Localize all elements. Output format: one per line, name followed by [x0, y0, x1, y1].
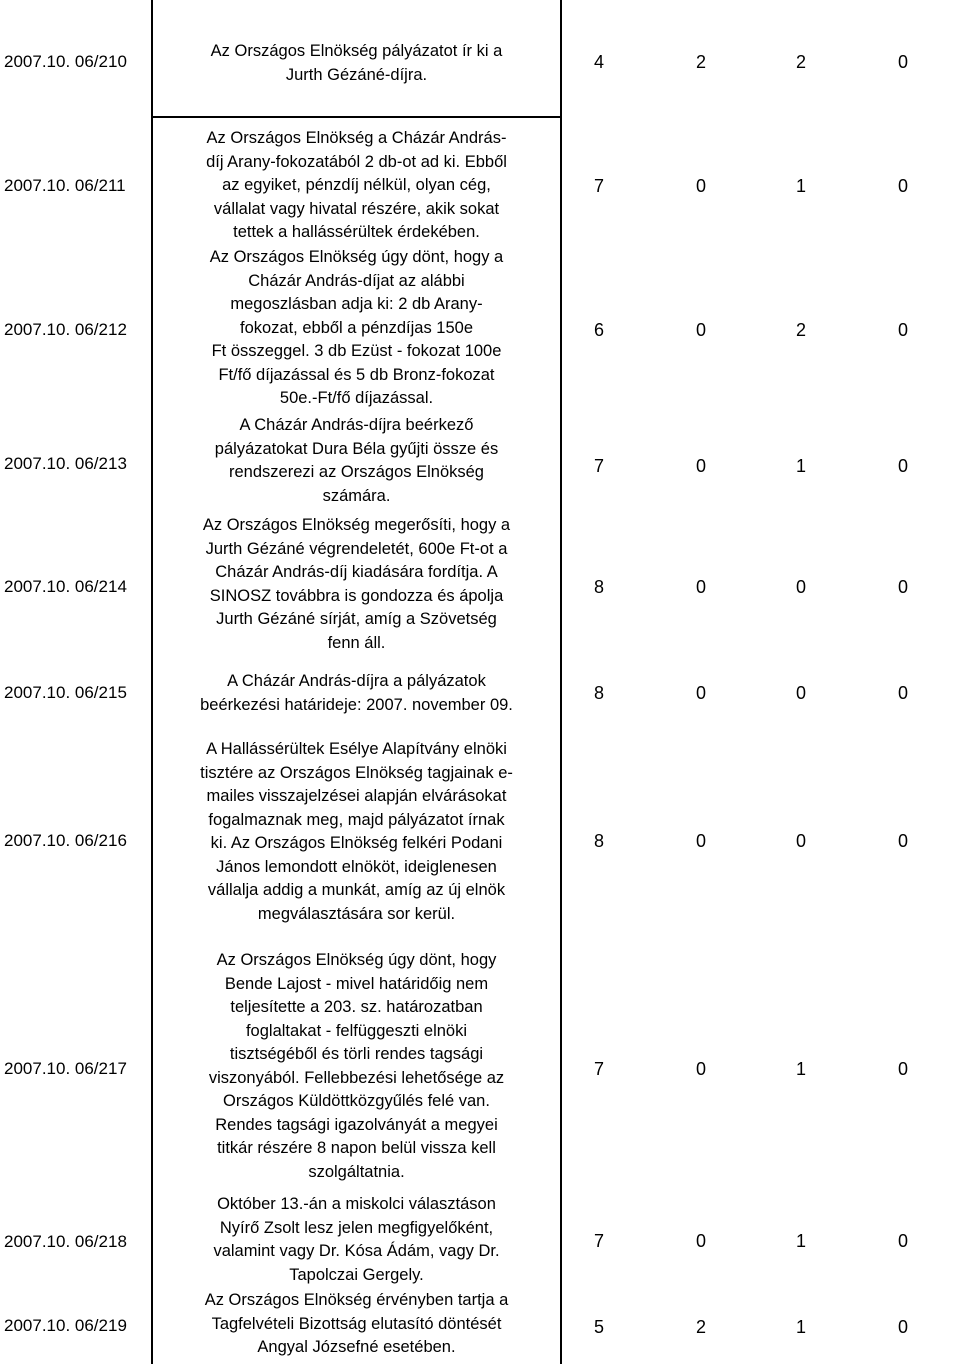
votes-other: 0	[897, 51, 908, 72]
decision-number: 2007.10. 06/219	[4, 1316, 127, 1335]
votes-no: 2	[695, 1316, 706, 1337]
votes-abstain: 2	[795, 319, 806, 340]
decision-number: 2007.10. 06/210	[4, 52, 127, 71]
decision-number: 2007.10. 06/215	[4, 683, 127, 702]
votes-no: 0	[695, 1230, 706, 1251]
votes-abstain: 0	[795, 830, 806, 851]
votes-yes: 5	[593, 1316, 604, 1337]
votes-no: 0	[695, 830, 706, 851]
votes-no: 2	[695, 51, 706, 72]
vote-counts	[562, 681, 958, 705]
decision-number: 2007.10. 06/216	[4, 831, 127, 850]
votes-other: 0	[897, 455, 908, 476]
votes-abstain: 1	[795, 175, 806, 196]
votes-no: 0	[695, 455, 706, 476]
votes-abstain: 0	[795, 682, 806, 703]
decision-text: Október 13.-án a miskolci választáson Nyírő Zsolt lesz jelen megfigyelőként, valamint vagy Dr. Kósa Ádám, vagy Dr. Tapolczai Gergely.	[213, 1195, 500, 1284]
votes-no: 0	[695, 175, 706, 196]
votes-other: 0	[897, 682, 908, 703]
decision-text: Az Országos Elnökség megerősíti, hogy a Jurth Gézáné végrendeletét, 600e Ft-ot a Cházár András-díj kiadására fordítja. A SINOSZ továbbra is gondozza és ápolja Jurth Gézáné sírját, amíg a Szövetség fenn áll.	[202, 516, 511, 652]
decision-number: 2007.10. 06/213	[4, 454, 127, 473]
votes-abstain: 1	[795, 1058, 806, 1079]
decision-number: 2007.10. 06/212	[4, 320, 127, 339]
votes-yes: 8	[593, 682, 604, 703]
decision-number: 2007.10. 06/217	[4, 1059, 127, 1078]
decision-text: Az Országos Elnökség érvényben tartja a Tagfelvételi Bizottság elutasító döntését Angyal Józsefné esetében.	[204, 1291, 509, 1356]
decision-text: Az Országos Elnökség úgy dönt, hogy a Cházár András-díjat az alábbi megoszlásban adja ki: 2 db Arany- fokozat, ebből a pénzdíjas 150e Ft összeggel. 3 db Ezüst - fokozat 100e Ft/fő díjazással és 5 db Bronz-fokozat 50e.-Ft/fő díjazással.	[209, 248, 504, 407]
votes-other: 0	[897, 1230, 908, 1251]
vote-counts	[562, 50, 958, 74]
decision-number: 2007.10. 06/218	[4, 1232, 127, 1251]
votes-other: 0	[897, 1058, 908, 1079]
votes-other: 0	[897, 319, 908, 340]
votes-yes: 6	[593, 319, 604, 340]
votes-yes: 7	[593, 1058, 604, 1079]
votes-no: 0	[695, 576, 706, 597]
votes-abstain: 1	[795, 1230, 806, 1251]
vote-counts	[562, 1057, 958, 1081]
decision-text: Az Országos Elnökség a Cházár András- díj Arany-fokozatából 2 db-ot ad ki. Ebből az egyiket, pénzdíj nélkül, olyan cég, vállalat vagy hivatal részére, akik sokat tettek a hallássérültek érdekében.	[206, 129, 507, 241]
vote-counts	[562, 454, 958, 478]
decision-number: 2007.10. 06/214	[4, 577, 127, 596]
decision-text: A Cházár András-díjra beérkező pályázatokat Dura Béla gyűjti össze és rendszerezi az Országos Elnökség számára.	[214, 416, 499, 505]
votes-abstain: 2	[795, 51, 806, 72]
decision-number: 2007.10. 06/211	[4, 176, 126, 195]
votes-other: 0	[897, 1316, 908, 1337]
votes-no: 0	[695, 319, 706, 340]
vote-counts	[562, 318, 958, 342]
vote-counts	[562, 174, 958, 198]
vote-counts	[562, 575, 958, 599]
decision-text: A Hallássérültek Esélye Alapítvány elnöki tisztére az Országos Elnökség tagjainak e- mailes visszajelzései alapján elvárásokat fogalmaznak meg, majd pályázatot írnak ki. Az Országos Elnökség felkéri Podani János lemondott elnököt, ideiglenesen vállalja addig a munkát, amíg az új elnök megválasztására sor kerül.	[200, 740, 513, 923]
votes-yes: 7	[593, 455, 604, 476]
votes-yes: 8	[593, 576, 604, 597]
votes-yes: 7	[593, 1230, 604, 1251]
votes-abstain: 1	[795, 1316, 806, 1337]
votes-yes: 7	[593, 175, 604, 196]
votes-yes: 8	[593, 830, 604, 851]
votes-abstain: 0	[795, 576, 806, 597]
vote-counts	[562, 1229, 958, 1253]
votes-other: 0	[897, 576, 908, 597]
votes-no: 0	[695, 682, 706, 703]
decision-text: Az Országos Elnökség pályázatot ír ki a Jurth Gézáné-díjra.	[210, 42, 503, 84]
decision-text: A Cházár András-díjra a pályázatok beérkezési határideje: 2007. november 09.	[200, 672, 513, 714]
votes-abstain: 1	[795, 455, 806, 476]
votes-other: 0	[897, 830, 908, 851]
votes-yes: 4	[593, 51, 604, 72]
vote-counts	[562, 1315, 958, 1339]
votes-no: 0	[695, 1058, 706, 1079]
votes-other: 0	[897, 175, 908, 196]
vote-counts	[562, 829, 958, 853]
decision-text: Az Országos Elnökség úgy dönt, hogy Bende Lajost - mivel határidőig nem teljesítette a 203. sz. határozatban foglaltakat - felfüggeszti elnöki tisztségéből és törli rendes tagsági viszonyából. Fellebbezési lehetősége az Országos Küldöttközgyűlés felé van. Rendes tagsági igazolványát a megyei titkár részére 8 napon belül vissza kell szolgáltatnia.	[208, 951, 505, 1181]
